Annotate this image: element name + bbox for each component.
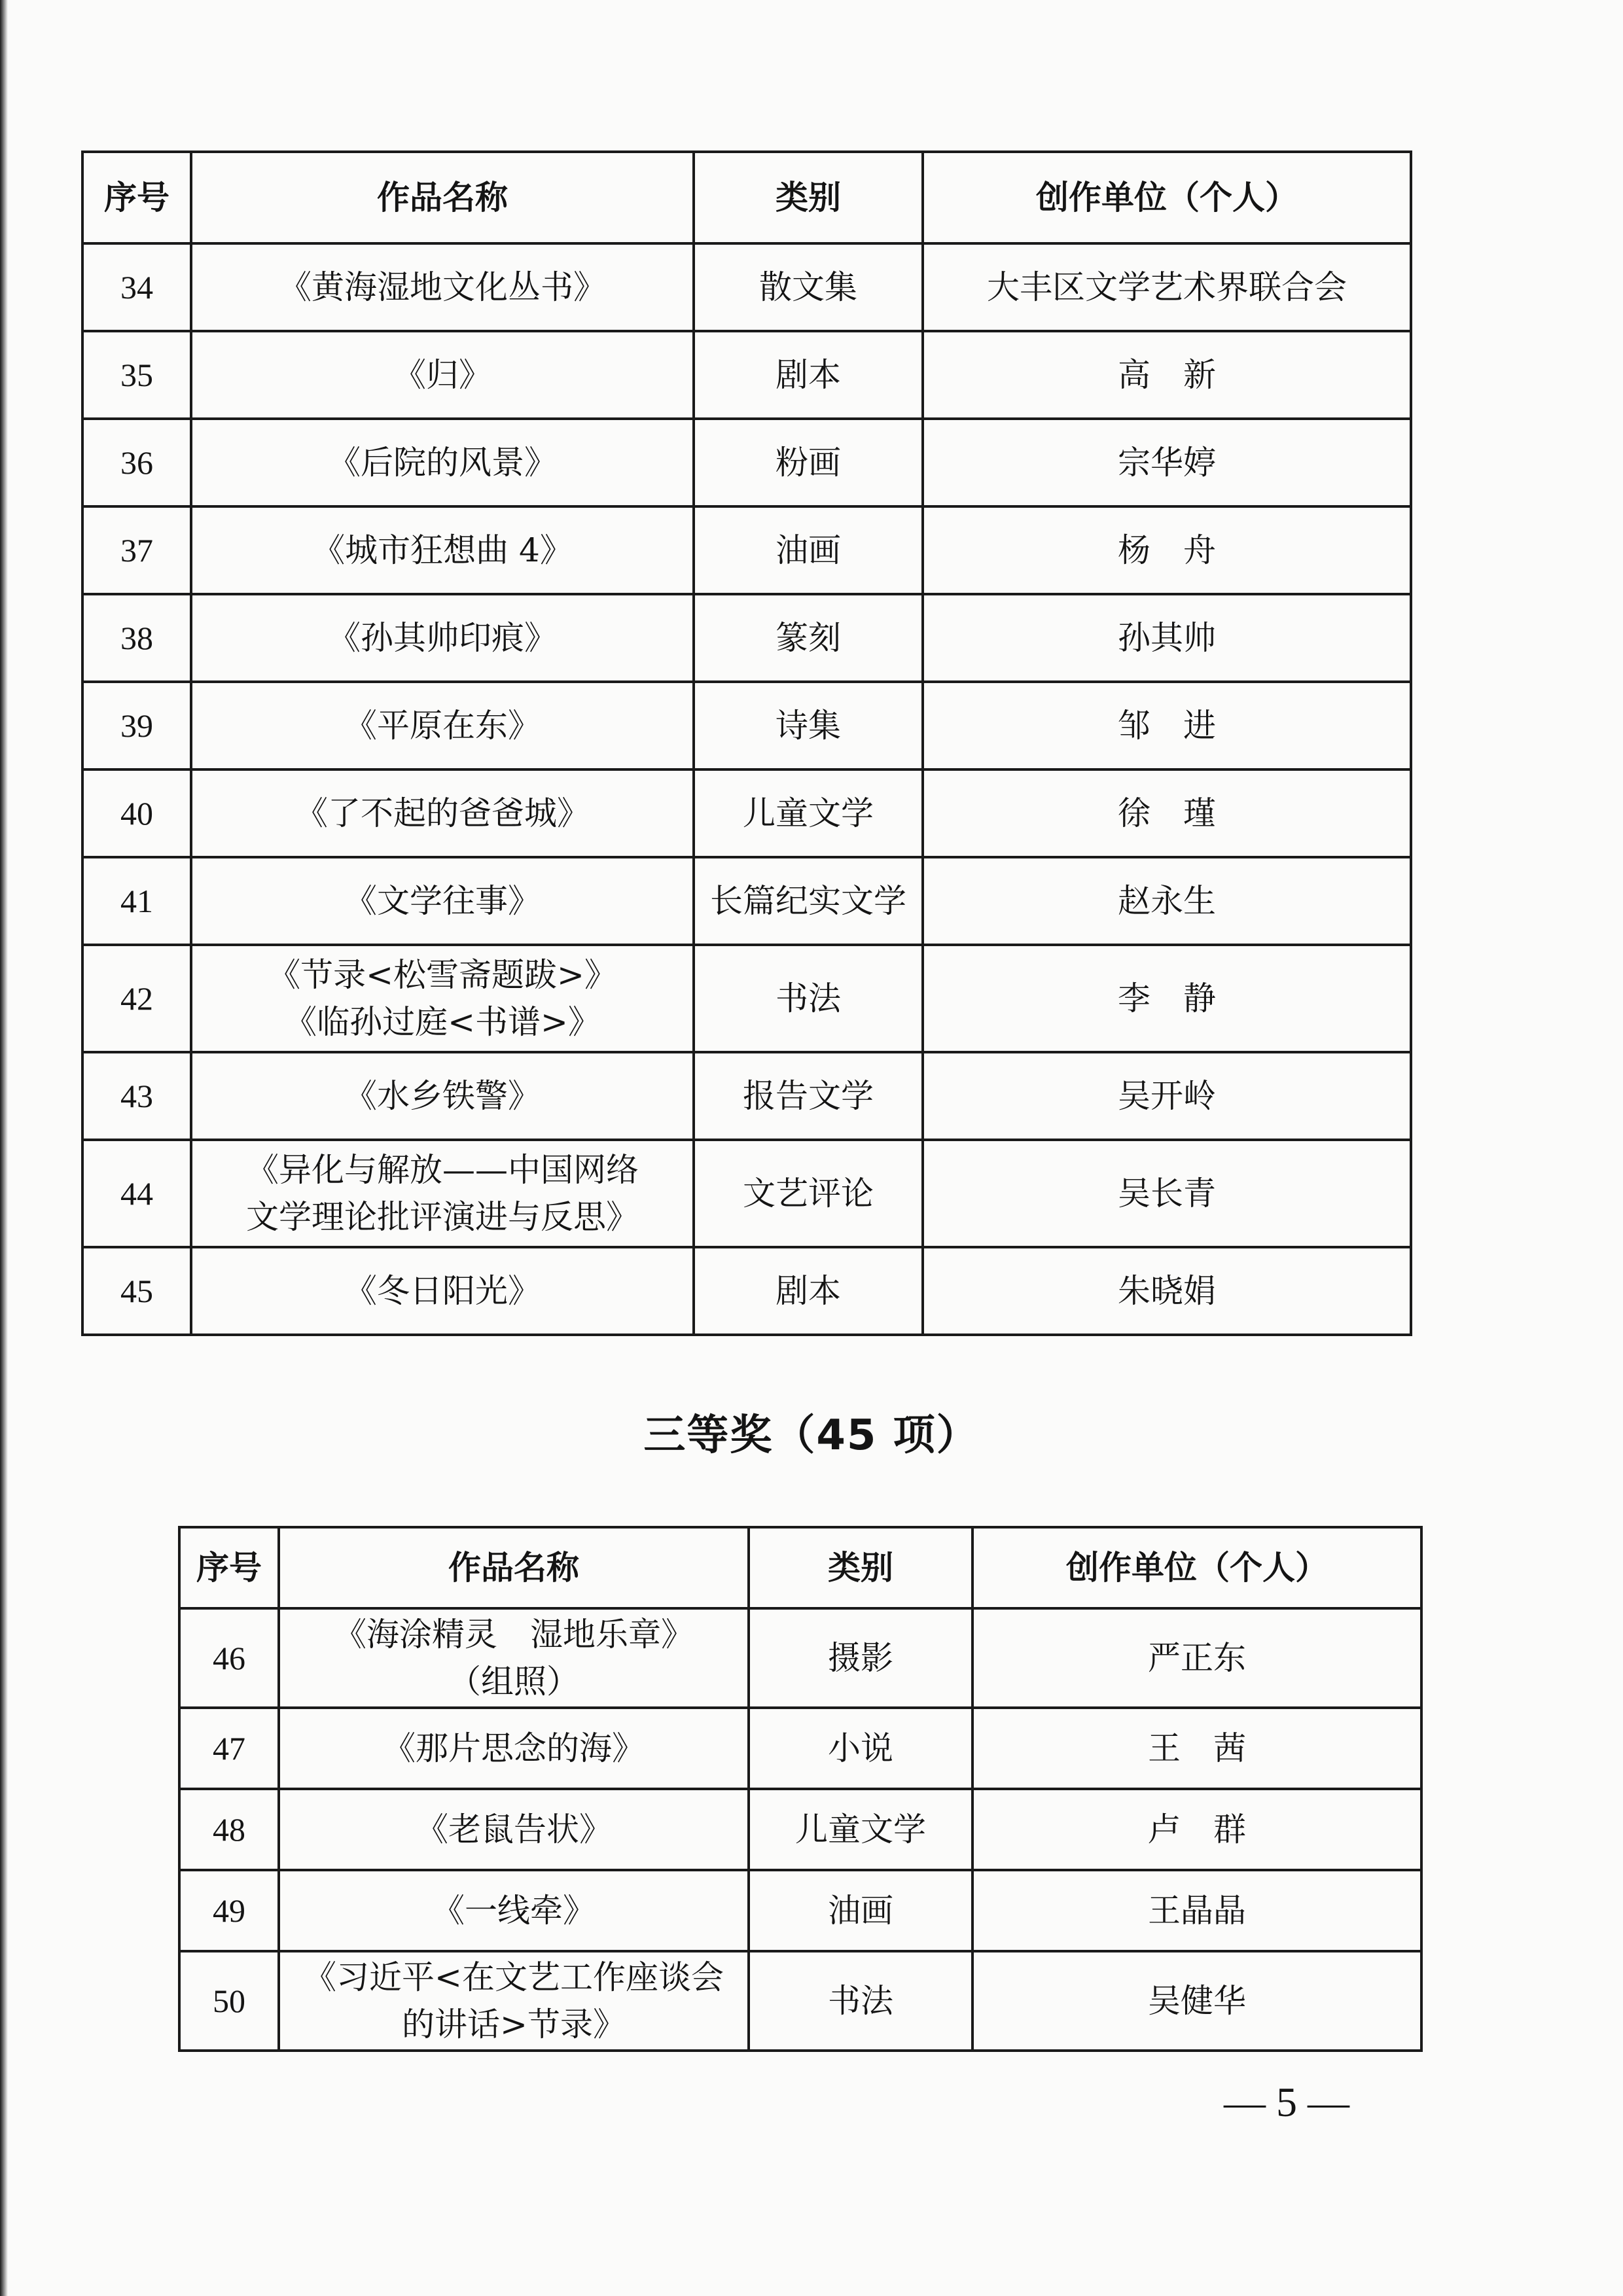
row-creator: 杨 舟 [923, 506, 1411, 594]
row-title: 《水乡铁警》 [191, 1052, 694, 1140]
row-creator: 朱晓娟 [923, 1247, 1411, 1335]
row-category: 书法 [749, 1951, 972, 2051]
row-title [191, 945, 694, 1052]
row-category: 粉画 [694, 419, 923, 506]
row-creator: 赵永生 [923, 857, 1411, 945]
table-row [82, 945, 1411, 1052]
table-row [82, 594, 1411, 682]
row-creator: 孙其帅 [923, 594, 1411, 682]
table-row [82, 331, 1411, 419]
row-title [279, 1608, 749, 1708]
row-creator: 吴长青 [923, 1140, 1411, 1247]
row-creator: 吴开岭 [923, 1052, 1411, 1140]
row-category: 长篇纪实文学 [694, 857, 923, 945]
row-title: 《冬日阳光》 [191, 1247, 694, 1335]
row-serial: 49 [179, 1870, 279, 1951]
header-serial: 序号 [82, 152, 191, 243]
row-category: 摄影 [749, 1608, 972, 1708]
header-serial: 序号 [179, 1527, 279, 1608]
second-prize-table [81, 150, 1412, 1336]
row-category: 剧本 [694, 1247, 923, 1335]
table-row [82, 1140, 1411, 1247]
row-category: 小说 [749, 1708, 972, 1789]
row-title-line-2: 《临孙过庭<书谱>》 [284, 1003, 601, 1041]
scan-edge-shadow [0, 0, 8, 2296]
row-serial: 36 [82, 419, 191, 506]
header-category: 类别 [694, 152, 923, 243]
row-serial: 45 [82, 1247, 191, 1335]
row-title-line-1: 《节录<松雪斋题跋>》 [268, 955, 617, 994]
table-row [82, 1247, 1411, 1335]
row-title-line-2: 文学理论批评演进与反思》 [246, 1198, 639, 1236]
row-title-line-2: （组照） [448, 1663, 579, 1701]
table-row [82, 769, 1411, 857]
row-title [191, 1140, 694, 1247]
row-category: 散文集 [694, 243, 923, 331]
row-serial: 41 [82, 857, 191, 945]
row-title: 《城市狂想曲 4》 [191, 506, 694, 594]
table-row [179, 1608, 1421, 1708]
row-serial: 39 [82, 682, 191, 769]
row-serial: 37 [82, 506, 191, 594]
row-category: 儿童文学 [694, 769, 923, 857]
table-row [82, 506, 1411, 594]
row-serial: 40 [82, 769, 191, 857]
row-creator: 王 茜 [972, 1708, 1421, 1789]
row-title: 《孙其帅印痕》 [191, 594, 694, 682]
row-creator: 宗华婷 [923, 419, 1411, 506]
row-category: 篆刻 [694, 594, 923, 682]
row-title: 《一线牵》 [279, 1870, 749, 1951]
row-serial: 34 [82, 243, 191, 331]
row-category: 诗集 [694, 682, 923, 769]
row-creator: 吴健华 [972, 1951, 1421, 2051]
row-creator: 大丰区文学艺术界联合会 [923, 243, 1411, 331]
third-prize-heading: 三等奖（45 项） [643, 1411, 980, 1460]
row-creator: 徐 瑾 [923, 769, 1411, 857]
row-creator: 严正东 [972, 1608, 1421, 1708]
table-row [179, 1951, 1421, 2051]
row-title: 《文学往事》 [191, 857, 694, 945]
header-title: 作品名称 [191, 152, 694, 243]
row-creator: 高 新 [923, 331, 1411, 419]
table-header-row [82, 152, 1411, 243]
row-title: 《黄海湿地文化丛书》 [191, 243, 694, 331]
row-serial: 42 [82, 945, 191, 1052]
row-serial: 43 [82, 1052, 191, 1140]
row-creator: 李 静 [923, 945, 1411, 1052]
third-prize-table [178, 1526, 1423, 2052]
row-title-line-1: 《习近平<在文艺工作座谈会 [304, 1958, 724, 1996]
row-creator: 邹 进 [923, 682, 1411, 769]
table-row [179, 1789, 1421, 1870]
row-category: 油画 [694, 506, 923, 594]
row-serial: 46 [179, 1608, 279, 1708]
header-category: 类别 [749, 1527, 972, 1608]
row-category: 文艺评论 [694, 1140, 923, 1247]
row-creator: 王晶晶 [972, 1870, 1421, 1951]
header-creator: 创作单位（个人） [972, 1527, 1421, 1608]
row-serial: 38 [82, 594, 191, 682]
row-serial: 48 [179, 1789, 279, 1870]
table-row [179, 1708, 1421, 1789]
table-row [82, 243, 1411, 331]
table-row [82, 1052, 1411, 1140]
page-number: — 5 — [1224, 2079, 1349, 2125]
row-title: 《那片思念的海》 [279, 1708, 749, 1789]
row-title: 《平原在东》 [191, 682, 694, 769]
row-title-line-1: 《异化与解放——中国网络 [246, 1150, 639, 1189]
row-title: 《老鼠告状》 [279, 1789, 749, 1870]
row-category: 油画 [749, 1870, 972, 1951]
row-serial: 35 [82, 331, 191, 419]
row-serial: 50 [179, 1951, 279, 2051]
row-creator: 卢 群 [972, 1789, 1421, 1870]
table-header-row [179, 1527, 1421, 1608]
table-row [179, 1870, 1421, 1951]
row-serial: 44 [82, 1140, 191, 1247]
header-title: 作品名称 [279, 1527, 749, 1608]
row-title [279, 1951, 749, 2051]
row-title-line-2: 的讲话>节录》 [402, 2005, 626, 2043]
row-category: 书法 [694, 945, 923, 1052]
header-creator: 创作单位（个人） [923, 152, 1411, 243]
table-row [82, 419, 1411, 506]
row-title: 《归》 [191, 331, 694, 419]
table-row [82, 682, 1411, 769]
row-title: 《了不起的爸爸城》 [191, 769, 694, 857]
table-row [82, 857, 1411, 945]
row-category: 儿童文学 [749, 1789, 972, 1870]
row-title: 《后院的风景》 [191, 419, 694, 506]
row-category: 报告文学 [694, 1052, 923, 1140]
row-category: 剧本 [694, 331, 923, 419]
row-serial: 47 [179, 1708, 279, 1789]
row-title-line-1: 《海涂精灵 湿地乐章》 [334, 1615, 694, 1653]
